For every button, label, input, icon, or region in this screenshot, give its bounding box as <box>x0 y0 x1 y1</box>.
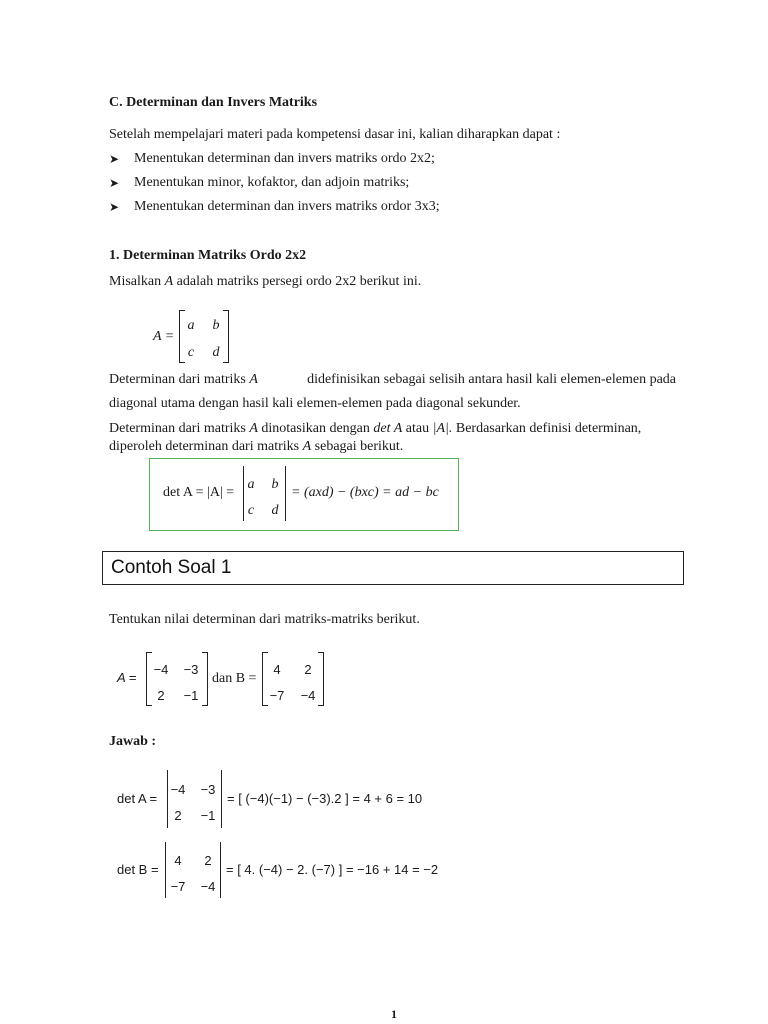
definition-line-2: diagonal utama dengan hasil kali elemen-elemen pada diagonal sekunder. <box>109 396 521 411</box>
formula-right: = (axd) − (bxc) = ad − bc <box>291 485 439 500</box>
formula-left: det A = |A| = <box>163 485 235 500</box>
matrix-cell: 2 <box>157 688 165 703</box>
section-intro: Setelah mempelajari materi pada kompetensi dasar ini, kalian diharapkan dapat : <box>109 127 561 142</box>
matrix-cell: d <box>271 503 279 518</box>
example-title: Contoh Soal 1 <box>111 557 232 578</box>
example-title-box <box>102 551 684 585</box>
det-b-matrix <box>165 842 221 898</box>
notation-line-1: Determinan dari matriks A dinotasikan dengan det A atau |A|. Berdasarkan definisi determinan, <box>109 421 642 436</box>
matrix-cell: d <box>212 345 220 360</box>
det-b-label: det B = <box>117 862 159 877</box>
answer-label: Jawab : <box>109 734 157 749</box>
formula-determinant <box>243 466 286 521</box>
det-a-matrix <box>167 770 222 828</box>
matrix-cell: −4 <box>153 662 169 677</box>
connector-dan: dan B = <box>212 671 257 686</box>
matrix-cell: 2 <box>304 662 312 677</box>
matrix-cell: a <box>187 318 195 333</box>
matrix-cell: −4 <box>300 688 316 703</box>
example-question: Tentukan nilai determinan dari matriks-matriks berikut. <box>109 612 420 627</box>
matrix-cell: 4 <box>174 853 182 868</box>
goal-item: Menentukan determinan dan invers matriks ordor 3x3; <box>134 199 440 214</box>
matrix-cell: −7 <box>170 879 186 894</box>
matrix-cell: −1 <box>183 688 199 703</box>
matrix-cell: c <box>247 503 255 518</box>
matrix-a-general <box>179 310 229 363</box>
goal-item: Menentukan determinan dan invers matriks ordo 2x2; <box>134 151 435 166</box>
bullet-arrow-icon: ➤ <box>109 176 120 190</box>
matrix-b <box>262 652 324 706</box>
matrix-cell: −7 <box>269 688 285 703</box>
subsection-intro: Misalkan A adalah matriks persegi ordo 2x2 berikut ini. <box>109 274 422 289</box>
notation-line-2: diperoleh determinan dari matriks A sebagai berikut. <box>109 439 404 454</box>
goal-item: Menentukan minor, kofaktor, dan adjoin matriks; <box>134 175 410 190</box>
matrix-cell: b <box>212 318 220 333</box>
det-b-result: = [ 4. (−4) − 2. (−7) ] = −16 + 14 = −2 <box>226 862 439 877</box>
section-heading: C. Determinan dan Invers Matriks <box>109 95 318 110</box>
det-a-result: = [ (−4)(−1) − (−3).2 ] = 4 + 6 = 10 <box>227 791 423 806</box>
matrix-cell: c <box>187 345 195 360</box>
matrix-cell: 4 <box>273 662 281 677</box>
matrix-cell: −4 <box>200 879 216 894</box>
matrix-a-label: A = <box>153 329 175 344</box>
page-number: 1 <box>391 1007 397 1021</box>
matrix-cell: −3 <box>183 662 199 677</box>
matrix-a <box>146 652 208 706</box>
matrix-a-label: A = <box>117 670 137 685</box>
bullet-arrow-icon: ➤ <box>109 200 120 214</box>
matrix-cell: −3 <box>200 782 216 797</box>
definition-line-1: Determinan dari matriks A didefinisikan sebagai selisih antara hasil kali elemen-elemen pada <box>109 372 676 387</box>
matrix-cell: b <box>271 477 279 492</box>
matrix-cell: a <box>247 477 255 492</box>
subsection-heading: 1. Determinan Matriks Ordo 2x2 <box>109 248 307 263</box>
matrix-cell: 2 <box>174 808 182 823</box>
det-a-label: det A = <box>117 791 158 806</box>
matrix-cell: −4 <box>170 782 186 797</box>
bullet-arrow-icon: ➤ <box>109 152 120 166</box>
matrix-cell: −1 <box>200 808 216 823</box>
matrix-cell: 2 <box>204 853 212 868</box>
